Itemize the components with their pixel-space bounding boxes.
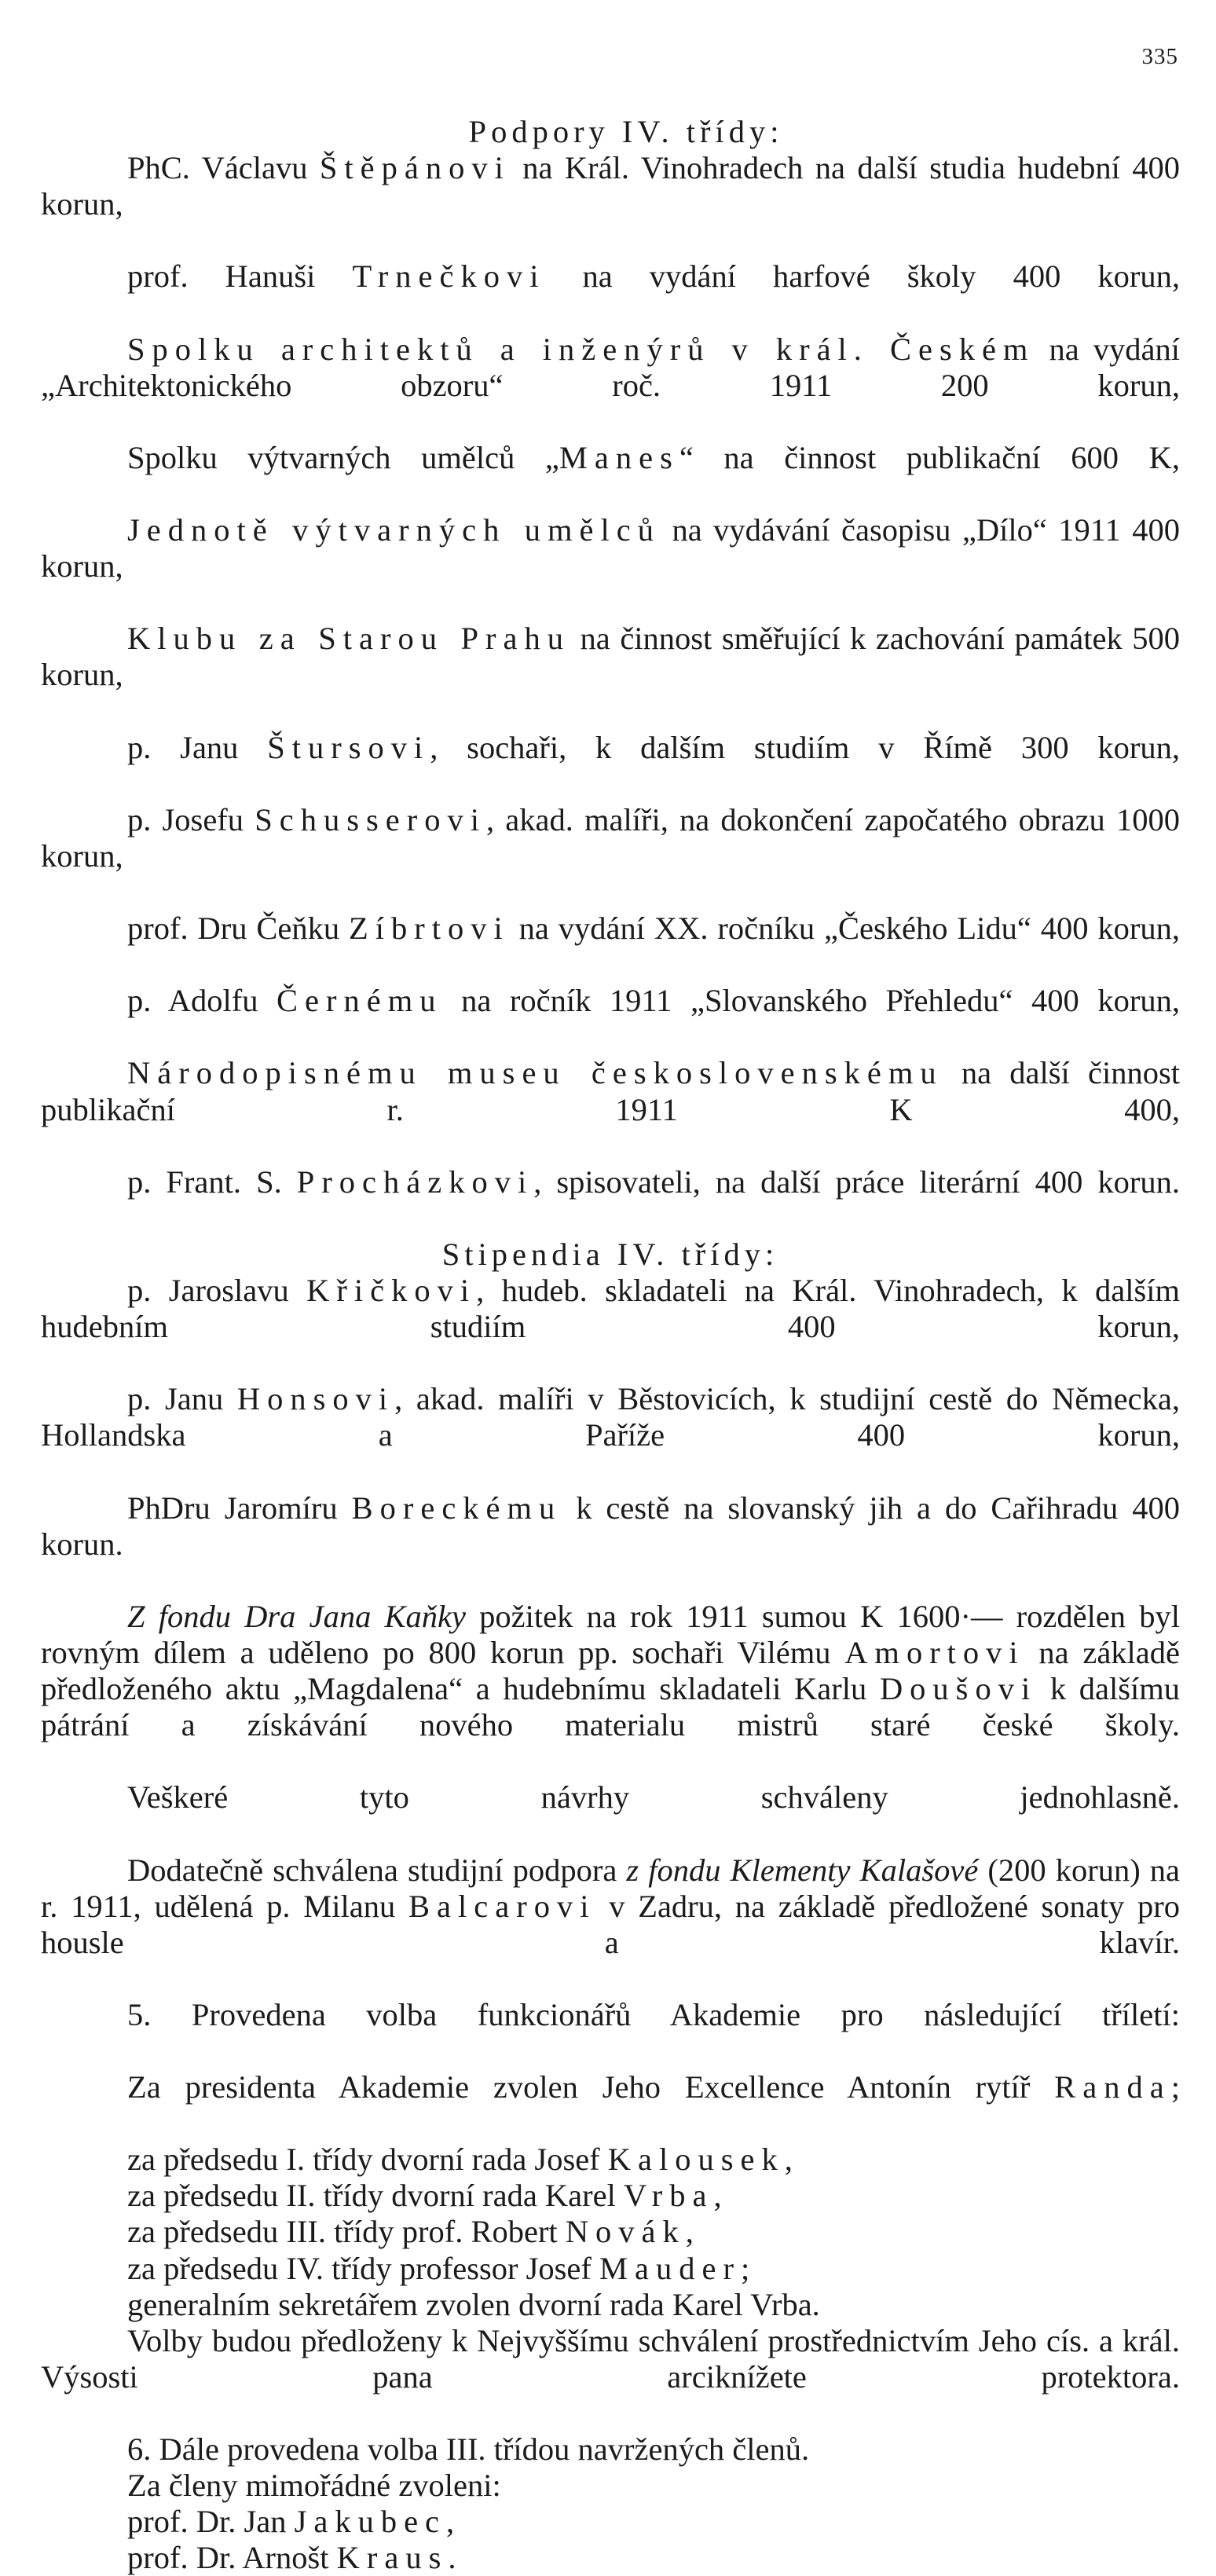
chair-line: za předsedu III. třídy prof. Robert Novák, bbox=[127, 2214, 694, 2250]
entry-cerny: p. Adolfu Černému na ročník 1911 „Slovanského Přehledu“ 400 korun, bbox=[127, 983, 1180, 1019]
stipend-hons: p. Janu Honsovi, akad. malíři v Běstovicích, k studijní cestě do Německa, Hollandska a Paříže 400 korun, bbox=[41, 1381, 1180, 1453]
entry-stepan: PhC. Václavu Štěpánovi na Král. Vinohradech na další studia hudební 400 korun, bbox=[41, 150, 1180, 222]
stipend-kricka: p. Jaroslavu Křičkovi, hudeb. skladateli na Král. Vinohradech, k dalším hudebním studiím 400 korun, bbox=[41, 1273, 1180, 1345]
heading-stipendia: Stipendia IV. třídy: bbox=[441, 1236, 779, 1272]
paragraph-kalas-fund: Dodatečně schválena studijní podpora z fondu Klementy Kalašové (200 korun) na r. 1911, udělená p. Milanu Balcarovi v Zadru, na základě předložené sonaty pro housle a klavír. bbox=[41, 1852, 1181, 1960]
entry-schusser: p. Josefu Schusserovi, akad. malíři, na dokončení započatého obrazu 1000 korun, bbox=[41, 801, 1180, 874]
member-line: prof. Dr. Jan Jakubec, bbox=[127, 2504, 455, 2540]
entry-manes: Spolku výtvarných umělců „Manes“ na činnost publikační 600 K, bbox=[127, 439, 1180, 475]
item-6: 6. Dále provedena volba III. třídou navržených členů. bbox=[127, 2431, 810, 2467]
president-election: Za presidenta Akademie zvolen Jeho Excellence Antonín rytíř Randa; bbox=[127, 2069, 1180, 2105]
member-line: prof. Dr. Arnošt Kraus. bbox=[127, 2540, 456, 2576]
heading-podpory: Podpory IV. třídy: bbox=[468, 114, 784, 149]
entry-spolek-architektu: Spolku architektů a inženýrů v král. Českém na vydání „Architektonického obzoru“ roč. 1911 200 korun, bbox=[41, 331, 1180, 403]
entry-stursa: p. Janu Štursovi, sochaři, k dalším studiím v Římě 300 korun, bbox=[127, 729, 1180, 765]
paragraph-submitted: Volby budou předloženy k Nejvyššímu schválení prostřednictvím Jeho cís. a král. Výsosti pana arciknížete protektora. bbox=[41, 2322, 1180, 2395]
members-intro: Za členy mimořádné zvoleni: bbox=[127, 2468, 501, 2504]
paragraph-kanka-fund: Z fondu Dra Jana Kaňky požitek na rok 1911 sumou K 1600·— rozdělen byl rovným dílem a uděleno po 800 korun pp. sochaři Vilému Amortovi na základě předloženého aktu „Magdalena“ a hudebnímu skladateli Karlu Doušovi k dalšímu pátrání a získávání nového materialu mistrů staré české školy. bbox=[41, 1598, 1181, 1743]
chair-line: za předsedu I. třídy dvorní rada Josef Kalousek, bbox=[127, 2142, 793, 2178]
secretary-line: generalním sekretářem zvolen dvorní rada Karel Vrba. bbox=[127, 2286, 820, 2322]
entry-prochazka: p. Frant. S. Procházkovi, spisovateli, na další práce literární 400 korun. bbox=[127, 1163, 1180, 1200]
entry-zibrt: prof. Dru Čeňku Zíbrtovi na vydání XX. ročníku „Českého Lidu“ 400 korun, bbox=[127, 911, 1180, 947]
paragraph-approved: Veškeré tyto návrhy schváleny jednohlasně. bbox=[127, 1779, 1180, 1816]
page-number: 335 bbox=[1141, 44, 1178, 69]
entry-jednota: Jednotě výtvarných umělců na vydávání časopisu „Dílo“ 1911 400 korun, bbox=[41, 512, 1180, 584]
chair-line: za předsedu II. třídy dvorní rada Karel Vrba, bbox=[127, 2178, 722, 2214]
chair-line: za předsedu IV. třídy professor Josef Mauder; bbox=[127, 2250, 750, 2286]
entry-stara-praha: Klubu za Starou Prahu na činnost směřující k zachování památek 500 korun, bbox=[41, 621, 1181, 693]
entry-trnecek: prof. Hanuši Trnečkovi na vydání harfové školy 400 korun, bbox=[127, 258, 1180, 295]
item-5: 5. Provedena volba funkcionářů Akademie pro následující tříletí: bbox=[127, 1996, 1180, 2032]
entry-narodopisne-museum: Národopisnému museu československému na další činnost publikační r. 1911 K 400, bbox=[41, 1055, 1180, 1127]
page-text bbox=[41, 114, 1180, 2576]
stipend-borecky: PhDru Jaromíru Boreckému k cestě na slovanský jih a do Cařihradu 400 korun. bbox=[41, 1490, 1180, 1562]
